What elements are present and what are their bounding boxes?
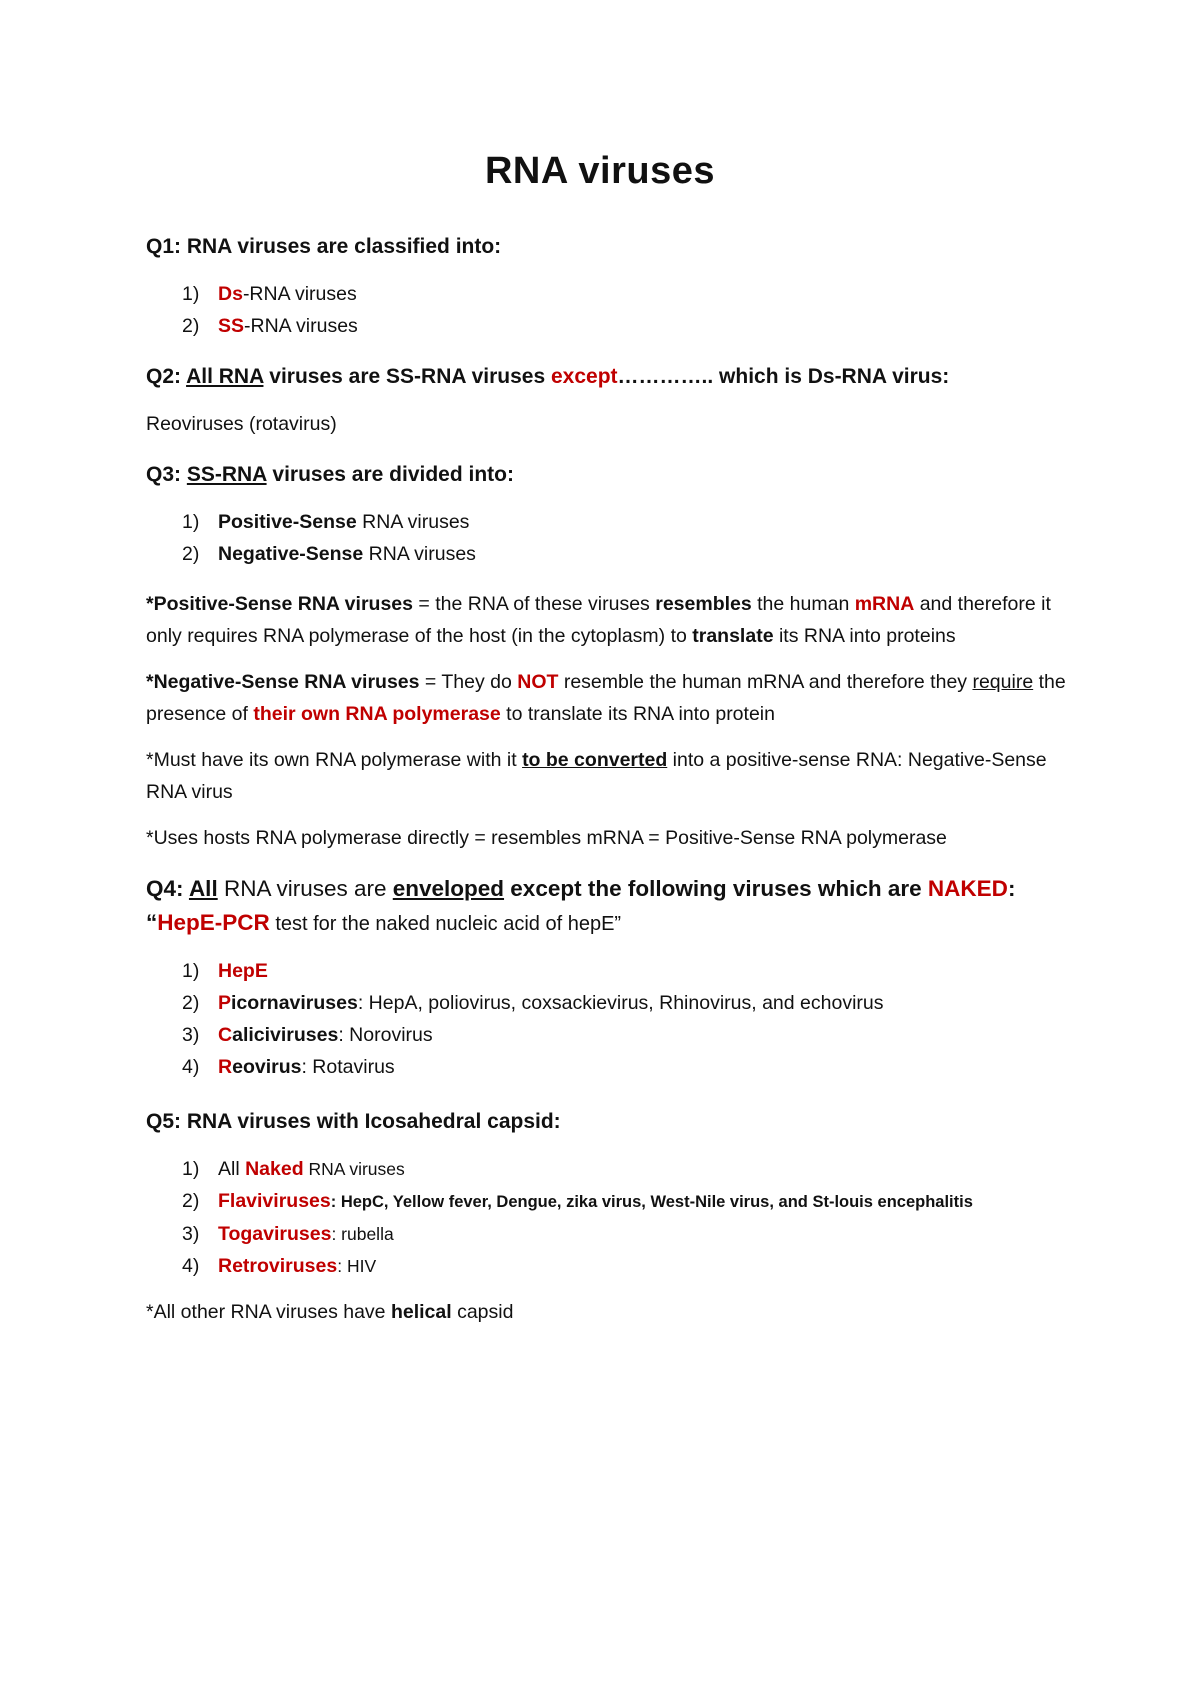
q5-list	[146, 1153, 1086, 1282]
list-item: 3) Caliciviruses: Norovirus	[182, 1024, 433, 1046]
q2-heading: Q2: All RNA viruses are SS-RNA viruses except………….. which is Ds-RNA virus:	[146, 365, 950, 388]
page-title: RNA viruses	[484, 150, 716, 192]
q1-heading: Q1: RNA viruses are classified into:	[146, 235, 502, 258]
positive-sense-note: *Positive-Sense RNA viruses = the RNA of these viruses resembles the human mRNA and therefore it only requires RNA polymerase of the host (in the cytoplasm) to translate its RNA into proteins	[146, 593, 1051, 647]
q3-list	[146, 506, 1086, 570]
list-item: 2) Picornaviruses: HepA, poliovirus, coxsackievirus, Rhinovirus, and echovirus	[182, 992, 884, 1014]
must-note: *Must have its own RNA polymerase with it to be converted into a positive-sense RNA: Negative-Sense RNA virus	[146, 749, 1047, 803]
q5-heading: Q5: RNA viruses with Icosahedral capsid:	[146, 1110, 561, 1133]
list-item: 2) SS-RNA viruses	[182, 315, 358, 337]
negative-sense-note: *Negative-Sense RNA viruses = They do NOT resemble the human mRNA and therefore they require the presence of their own RNA polymerase to translate its RNA into protein	[146, 671, 1066, 725]
list-item: 4) Retroviruses: HIV	[182, 1255, 377, 1277]
q3-heading: Q3: SS-RNA viruses are divided into:	[146, 463, 514, 486]
q2-answer: Reoviruses (rotavirus)	[146, 413, 337, 435]
document-body	[146, 230, 1086, 1328]
list-item: 1) HepE	[182, 960, 268, 982]
list-item: 1) All Naked RNA viruses	[182, 1158, 405, 1180]
list-item: 3) Togaviruses: rubella	[182, 1223, 394, 1245]
list-item: 2) Negative-Sense RNA viruses	[182, 543, 476, 565]
list-item: 1) Positive-Sense RNA viruses	[182, 511, 470, 533]
list-item: 1) Ds-RNA viruses	[182, 283, 357, 305]
list-item: 2) Flaviviruses: HepC, Yellow fever, Dengue, zika virus, West-Nile virus, and St-louis encephalitis	[182, 1190, 973, 1212]
list-item: 4) Reovirus: Rotavirus	[182, 1056, 395, 1078]
helical-note: *All other RNA viruses have helical capsid	[146, 1301, 514, 1323]
uses-note: *Uses hosts RNA polymerase directly = resembles mRNA = Positive-Sense RNA polymerase	[146, 827, 947, 849]
q4-list	[146, 955, 1086, 1083]
q4-heading: Q4: All RNA viruses are enveloped except the following viruses which are NAKED: “HepE-PCR test for the naked nucleic acid of hepE”	[146, 876, 1016, 935]
q1-list	[146, 278, 1086, 342]
